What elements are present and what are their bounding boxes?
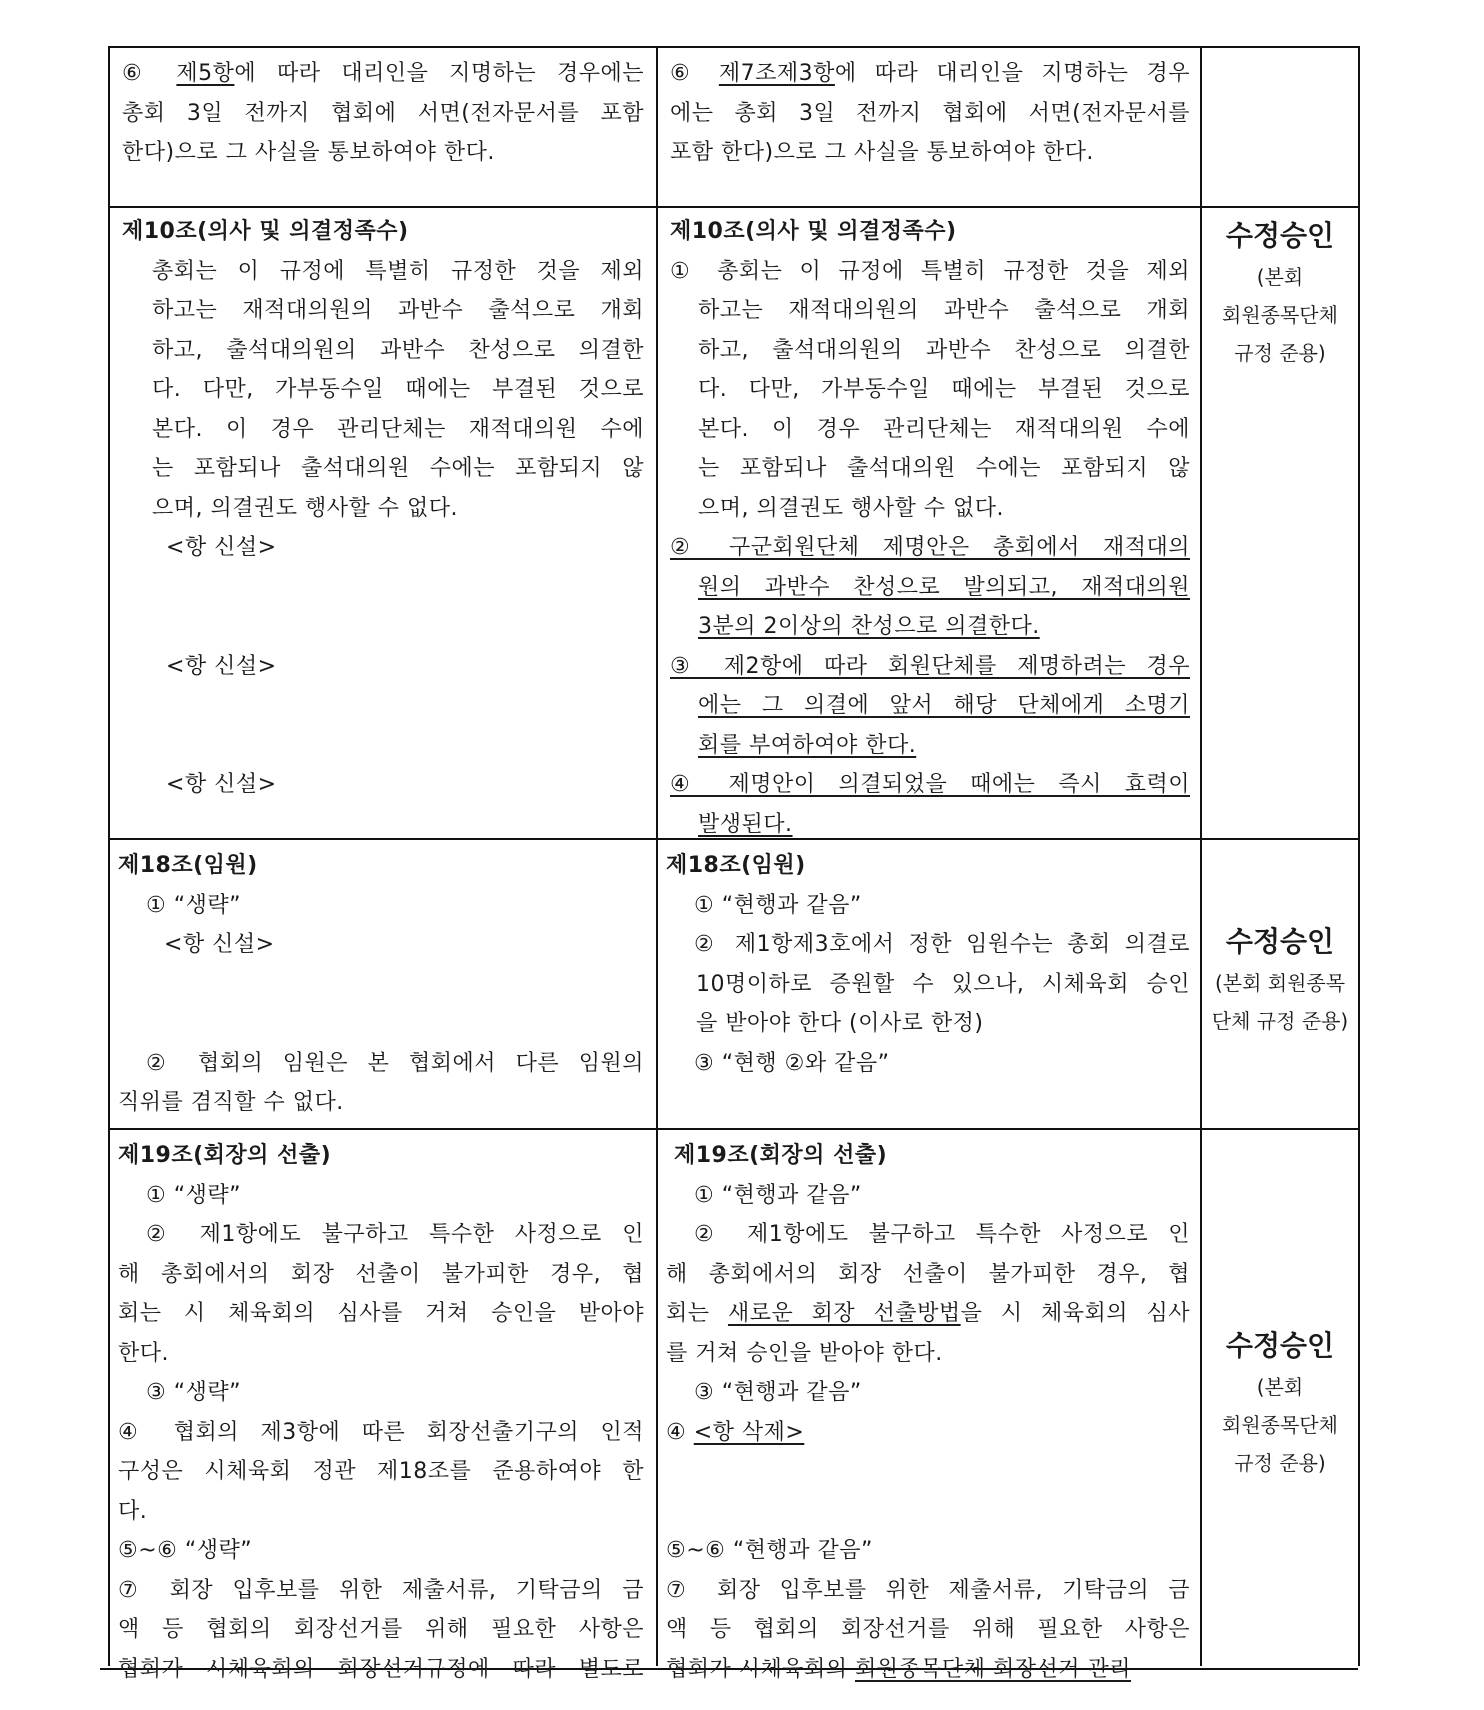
text-line: [666, 1413, 1190, 1453]
remark-note: 회원종목단체: [1222, 1413, 1338, 1437]
table-border-top: [108, 46, 1360, 48]
article-title: 제10조(의사 및 의결정족수): [122, 219, 409, 244]
remark-note: 규정 준용): [1234, 1451, 1326, 1475]
row2-revised-cell: [670, 212, 1190, 844]
underlined-text: 원의 과반수 찬성으로 발의되고, 재적대의원: [698, 574, 1190, 600]
text-line: 액 등 협회의 회장선거를 위해 필요한 사항은: [666, 1617, 1190, 1642]
text-line: ① “현행과 같음”: [694, 1182, 862, 1208]
underlined-text: 회를 부여하여야 한다.: [698, 732, 917, 758]
underlined-text: 3분의 2이상의 찬성으로 의결한다.: [698, 614, 1040, 639]
remark-note: (본회: [1256, 265, 1304, 289]
article-title: 제19조(회장의 선출): [118, 1143, 332, 1168]
underlined-text: ④ 제명안이 의결되었을 때에는 즉시 효력이: [670, 772, 1190, 797]
text-line: 을 받아야 한다 (이사로 한정): [696, 1011, 984, 1036]
row1-revised-cell: [670, 54, 1190, 173]
text-line: ① “생략”: [146, 1182, 242, 1208]
text-line: 직위를 겸직할 수 없다.: [118, 1090, 344, 1115]
text-line: ⑤~⑥ “생략”: [118, 1538, 253, 1563]
row4-revised-cell: [666, 1136, 1190, 1689]
underlined-text: 새로운 회장 선출방법: [727, 1301, 961, 1326]
text-line: ③ “현행 ②와 같음”: [694, 1050, 890, 1076]
text-line: 10명이하로 증원할 수 있으나, 시체육회 승인: [696, 971, 1190, 997]
text-line: 한다)으로 그 사실을 통보하여야 한다.: [122, 140, 495, 165]
text-line: 에는 총회 3일 전까지 협회에 서면(전자문서를: [670, 100, 1190, 126]
text-span: 에 따라 대리인을 지명하는 경우에는: [234, 61, 644, 86]
row-divider-3: [108, 1128, 1360, 1130]
text-line: 하고는 재적대의원의 과반수 출석으로 개회: [152, 298, 644, 323]
row4-remark-cell: [1204, 1324, 1356, 1482]
row3-revised-cell: [666, 846, 1190, 1083]
text-line: ① “현행과 같음”: [694, 892, 862, 918]
text-line: 다. 다만, 가부동수일 때에는 부결된 것으로: [152, 377, 644, 402]
remark-status: 수정승인: [1225, 925, 1335, 958]
table-border-col1: [656, 46, 658, 1666]
row1-current-cell: [122, 54, 644, 173]
underlined-text: ③ 제2항에 따라 회원단체를 제명하려는 경우: [670, 653, 1190, 679]
text-line: [122, 54, 644, 94]
text-line: ④ 협회의 제3항에 따른 회장선출기구의 인적: [118, 1419, 644, 1445]
text-line: 다. 다만, 가부동수일 때에는 부결된 것으로: [698, 377, 1190, 402]
text-span: 협회가 시체육회의: [666, 1656, 856, 1682]
new-clause-note: <항 신설>: [166, 772, 277, 797]
text-line: 해 총회에서의 회장 선출이 불가피한 경우, 협: [666, 1261, 1190, 1287]
remark-note: 규정 준용): [1234, 341, 1326, 365]
text-line: 를 거쳐 승인을 받아야 한다.: [666, 1340, 943, 1366]
text-span: 회는: [666, 1301, 728, 1326]
remark-note: 회원종목단체: [1222, 303, 1338, 327]
text-line: [670, 54, 1190, 94]
text-line: 협회가 시체육회의 회장선거규정에 따라 별도로: [118, 1656, 644, 1682]
text-line: ② 협회의 임원은 본 협회에서 다른 임원의: [146, 1050, 644, 1076]
remark-note: (본회: [1256, 1375, 1304, 1399]
new-clause-note: <항 신설>: [166, 653, 277, 679]
article-title: 제19조(회장의 선출): [674, 1143, 888, 1168]
text-line: ③ “현행과 같음”: [694, 1380, 862, 1405]
text-line: ② 제1항에도 불구하고 특수한 사정으로 인: [694, 1222, 1190, 1247]
text-line: [666, 1650, 1190, 1690]
underlined-text: 제5항: [176, 61, 235, 86]
text-line: 하고, 출석대의원의 과반수 찬성으로 의결한: [152, 337, 644, 363]
row4-current-cell: [118, 1136, 644, 1689]
remark-note: (본회 회원종목: [1214, 971, 1346, 995]
underlined-text: ② 구군회원단체 제명안은 총회에서 재적대의: [670, 535, 1190, 560]
text-line: 총회 3일 전까지 협회에 서면(전자문서를 포함: [122, 100, 644, 126]
remark-note: 단체 규정 준용): [1211, 1009, 1349, 1033]
text-line: 는 포함되나 출석대의원 수에는 포함되지 않: [152, 456, 644, 481]
text-line: 다.: [118, 1498, 148, 1524]
article-title: 제18조(임원): [118, 853, 258, 878]
text-line: 으며, 의결권도 행사할 수 없다.: [698, 495, 1004, 521]
underlined-text: 에는 그 의결에 앞서 해당 단체에게 소명기: [698, 693, 1190, 718]
text-line: 포함 한다)으로 그 사실을 통보하여야 한다.: [670, 140, 1094, 165]
text-line: 회는 시 체육회의 심사를 거쳐 승인을 받아야: [118, 1301, 644, 1326]
row2-remark-cell: [1204, 214, 1356, 372]
text-line: [666, 1294, 1190, 1334]
text-line: 구성은 시체육회 정관 제18조를 준용하여야 한: [118, 1459, 644, 1484]
text-line: 으며, 의결권도 행사할 수 없다.: [152, 495, 458, 521]
new-clause-note: <항 신설>: [164, 932, 275, 957]
text-span: 에 따라 대리인을 지명하는 경우: [834, 61, 1190, 86]
text-span: ⑥: [122, 61, 177, 86]
text-line: 본다. 이 경우 관리단체는 재적대의원 수에: [698, 416, 1190, 442]
text-line: 총회는 이 규정에 특별히 규정한 것을 제외: [152, 258, 644, 284]
remark-status: 수정승인: [1225, 219, 1335, 252]
underlined-text: 제7조제3항: [718, 61, 835, 86]
table-border-right: [1358, 46, 1360, 1666]
text-line: 는 포함되나 출석대의원 수에는 포함되지 않: [698, 456, 1190, 481]
text-line: 본다. 이 경우 관리단체는 재적대의원 수에: [152, 416, 644, 442]
new-clause-note: <항 신설>: [166, 535, 277, 560]
text-line: 하고는 재적대의원의 과반수 출석으로 개회: [698, 298, 1190, 323]
text-line: ⑦ 회장 입후보를 위한 제출서류, 기탁금의 금: [666, 1577, 1190, 1603]
remark-status: 수정승인: [1225, 1329, 1335, 1362]
text-line: ⑦ 회장 입후보를 위한 제출서류, 기탁금의 금: [118, 1577, 644, 1603]
row-divider-1: [108, 206, 1360, 208]
table-border-col2: [1200, 46, 1202, 1666]
text-line: 해 총회에서의 회장 선출이 불가피한 경우, 협: [118, 1261, 644, 1287]
row3-remark-cell: [1204, 920, 1356, 1040]
article-title: 제10조(의사 및 의결정족수): [670, 219, 957, 244]
table-border-left: [108, 46, 110, 1666]
underlined-text: 회원종목단체 회장선거 관리: [855, 1656, 1132, 1682]
underlined-text: <항 삭제>: [693, 1419, 805, 1445]
text-line: ② 제1항에도 불구하고 특수한 사정으로 인: [146, 1222, 644, 1247]
text-line: ③ “생략”: [146, 1380, 242, 1405]
text-line: ① 총회는 이 규정에 특별히 규정한 것을 제외: [670, 258, 1190, 284]
text-line: 한다.: [118, 1340, 169, 1366]
text-line: ⑤~⑥ “현행과 같음”: [666, 1538, 873, 1563]
text-line: ① “생략”: [146, 892, 242, 918]
text-span: ④: [666, 1419, 694, 1445]
text-span: 을 시 체육회의 심사: [960, 1301, 1190, 1326]
row3-current-cell: [118, 846, 644, 1123]
text-line: 하고, 출석대의원의 과반수 찬성으로 의결한: [698, 337, 1190, 363]
text-line: ② 제1항제3호에서 정한 임원수는 총회 의결로: [694, 932, 1190, 957]
text-line: 액 등 협회의 회장선거를 위해 필요한 사항은: [118, 1617, 644, 1642]
row2-current-cell: [122, 212, 644, 805]
text-span: ⑥: [670, 61, 719, 86]
article-title: 제18조(임원): [666, 853, 806, 878]
underlined-text: 발생된다.: [698, 811, 793, 837]
